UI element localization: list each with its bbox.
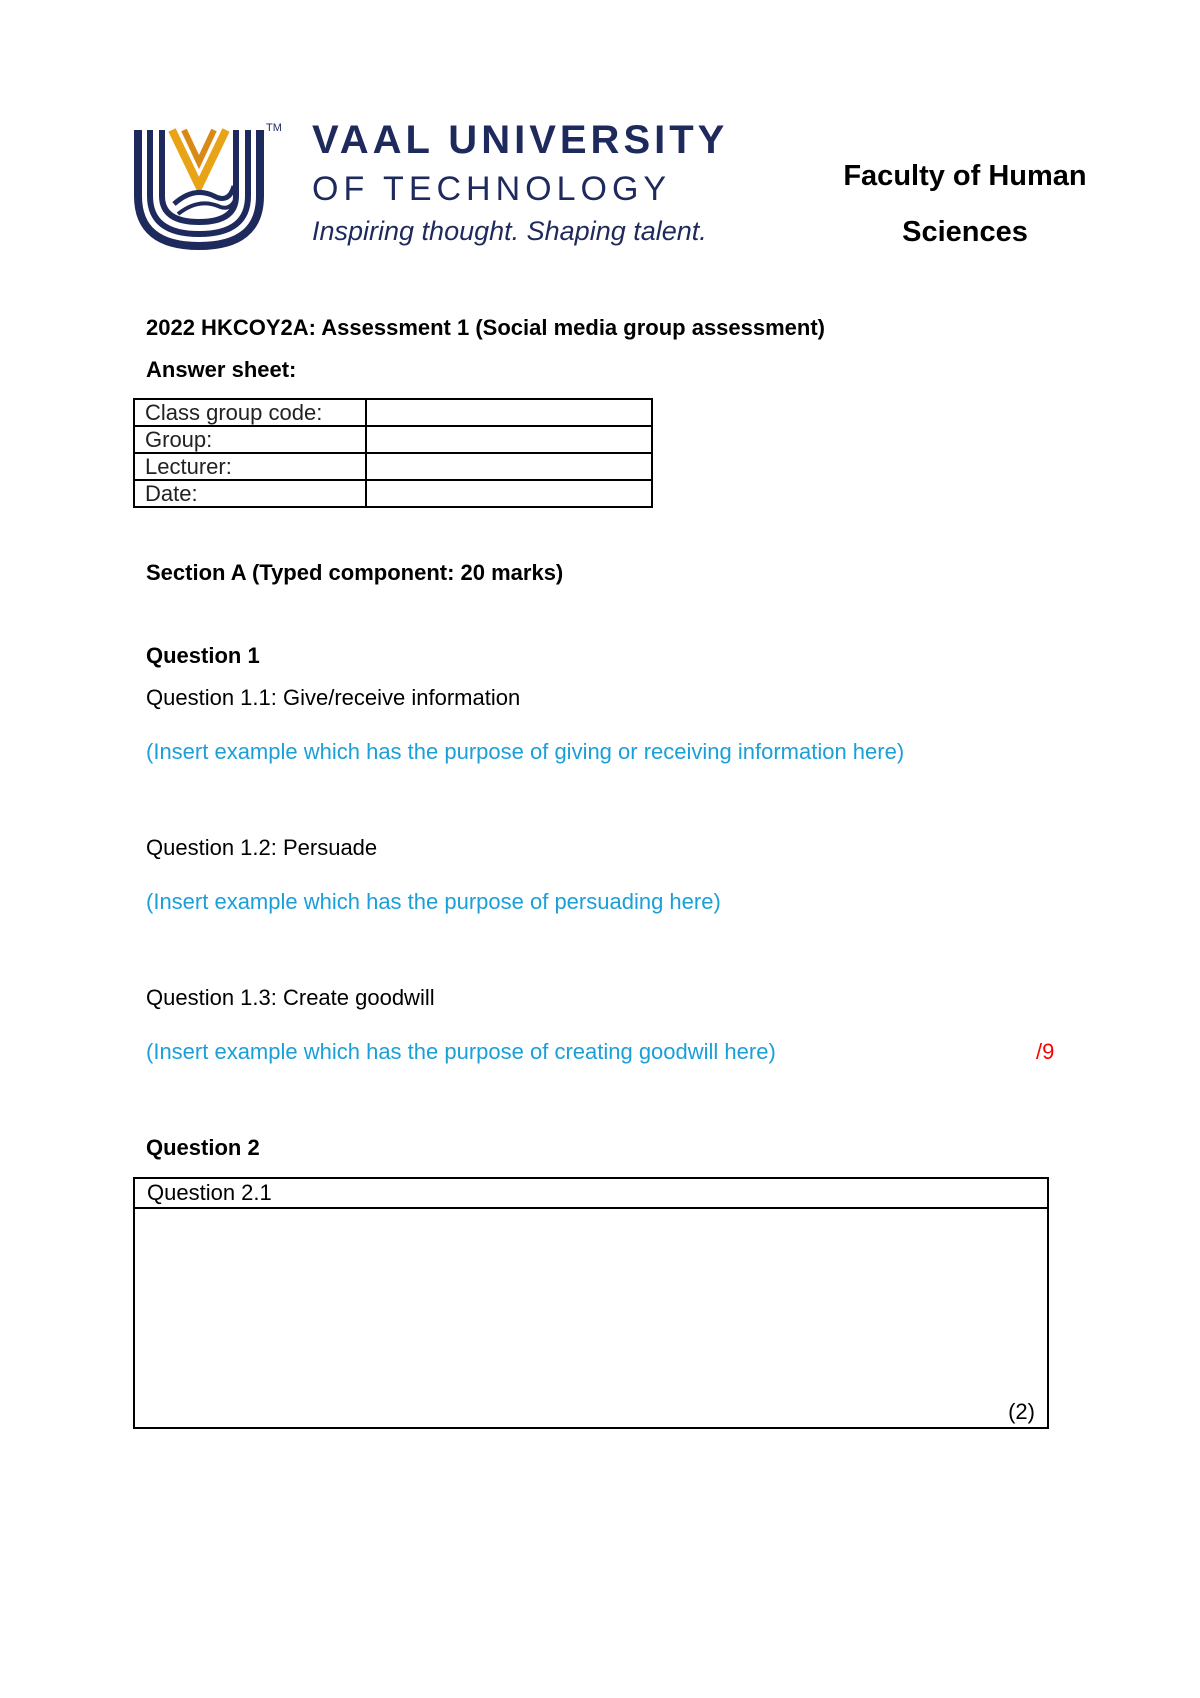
group-info-table bbox=[133, 398, 653, 508]
faculty-line2: Sciences bbox=[902, 216, 1028, 248]
question-2-1-marks: (2) bbox=[1008, 1399, 1035, 1424]
class-group-code-field[interactable] bbox=[366, 399, 652, 426]
university-logo bbox=[134, 118, 774, 254]
assessment-title: 2022 HKCOY2A: Assessment 1 (Social media group assessment) bbox=[146, 315, 826, 340]
university-name-line1: VAAL UNIVERSITY bbox=[312, 118, 729, 162]
question-1-2-answer-hint[interactable]: (Insert example which has the purpose of persuading here) bbox=[146, 889, 721, 914]
question-1-1-answer-hint[interactable]: (Insert example which has the purpose of giving or receiving information here) bbox=[146, 739, 905, 764]
class-group-code-label: Class group code: bbox=[134, 399, 366, 426]
faculty-name bbox=[800, 148, 1130, 260]
question-1-3: Question 1.3: Create goodwill bbox=[146, 985, 435, 1010]
section-a-heading: Section A (Typed component: 20 marks) bbox=[146, 560, 564, 585]
table-row bbox=[134, 426, 652, 453]
group-label: Group: bbox=[134, 426, 366, 453]
question-2-heading: Question 2 bbox=[146, 1135, 260, 1160]
question-2-1-answer-area[interactable] bbox=[135, 1209, 1047, 1427]
date-field[interactable] bbox=[366, 480, 652, 507]
answer-sheet-label: Answer sheet: bbox=[146, 357, 297, 382]
date-label: Date: bbox=[134, 480, 366, 507]
table-row bbox=[134, 453, 652, 480]
question-1-3-answer-hint[interactable]: (Insert example which has the purpose of creating goodwill here) bbox=[146, 1039, 776, 1064]
faculty-line1: Faculty of Human bbox=[843, 160, 1087, 192]
question-1-heading: Question 1 bbox=[146, 643, 260, 668]
question-2-1-label: Question 2.1 bbox=[135, 1179, 1047, 1209]
table-row bbox=[134, 399, 652, 426]
vut-shield-icon bbox=[134, 126, 264, 250]
question-1-marks: /9 bbox=[1036, 1039, 1055, 1064]
lecturer-label: Lecturer: bbox=[134, 453, 366, 480]
trademark-mark: TM bbox=[266, 122, 282, 134]
table-row bbox=[134, 480, 652, 507]
question-1-2: Question 1.2: Persuade bbox=[146, 835, 378, 860]
lecturer-field[interactable] bbox=[366, 453, 652, 480]
university-tagline: Inspiring thought. Shaping talent. bbox=[312, 216, 707, 246]
question-1-1: Question 1.1: Give/receive information bbox=[146, 685, 521, 710]
question-2-1-answer-box bbox=[133, 1177, 1049, 1429]
group-field[interactable] bbox=[366, 426, 652, 453]
university-name-line2: OF TECHNOLOGY bbox=[312, 170, 672, 208]
